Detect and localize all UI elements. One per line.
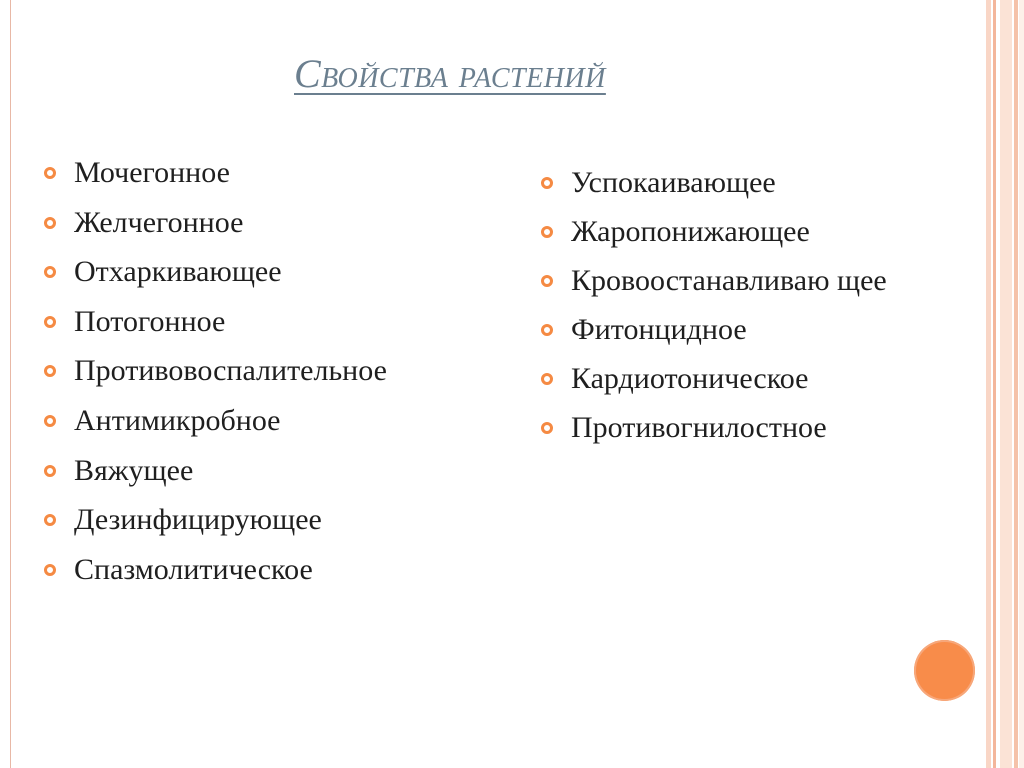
list-item (44, 249, 494, 294)
list-item (541, 160, 911, 205)
list-item-label: Жаропонижающее (571, 215, 810, 248)
list-item-label: Кардиотоническое (571, 362, 809, 395)
list-item-label: Желчегонное (74, 205, 244, 239)
slide-title: Свойства растений (294, 51, 606, 96)
bullet-icon (541, 422, 553, 434)
list-item (44, 348, 494, 393)
bullet-icon (44, 564, 56, 576)
list-item-label: Фитонцидное (571, 313, 747, 346)
list-item-label: Противовоспалительное (74, 354, 387, 388)
list-item-label: Дезинфицирующее (74, 503, 322, 537)
bullet-icon (44, 167, 56, 179)
bullet-icon (541, 226, 553, 238)
list-item-label: Кровоостанавливаю щее (571, 264, 887, 297)
list-item (541, 307, 911, 352)
decor-stripe (1019, 0, 1024, 768)
list-item (44, 448, 494, 493)
list-item (44, 497, 494, 542)
list-item-label: Отхаркивающее (74, 255, 282, 289)
bullet-icon (44, 266, 56, 278)
bullet-icon (44, 316, 56, 328)
bullet-icon (541, 177, 553, 189)
list-item (44, 150, 494, 195)
bullet-icon (44, 514, 56, 526)
list-item-label: Успокаивающее (571, 166, 776, 199)
list-item (44, 398, 494, 443)
decor-circle (914, 640, 975, 701)
list-item-label: Вяжущее (74, 453, 194, 487)
bullet-icon (44, 365, 56, 377)
bullet-icon (44, 465, 56, 477)
list-item (44, 547, 494, 592)
list-item-label: Потогонное (74, 304, 226, 338)
right-list (541, 160, 911, 454)
list-item (541, 405, 911, 450)
bullet-icon (541, 324, 553, 336)
decor-stripe (986, 0, 991, 768)
bullet-icon (44, 217, 56, 229)
list-item (44, 299, 494, 344)
bullet-icon (44, 415, 56, 427)
list-item (541, 258, 911, 303)
bullet-icon (541, 275, 553, 287)
list-item-label: Противогнилостное (571, 411, 827, 444)
list-item (541, 356, 911, 401)
decor-stripe (993, 0, 996, 768)
decor-stripe (1000, 0, 1012, 768)
list-item (541, 209, 911, 254)
list-item (44, 200, 494, 245)
decor-stripe (1014, 0, 1018, 768)
left-list (44, 150, 494, 596)
list-item-label: Мочегонное (74, 156, 230, 189)
list-item-label: Спазмолитическое (74, 552, 313, 586)
list-item-label: Антимикробное (74, 403, 281, 437)
bullet-icon (541, 373, 553, 385)
